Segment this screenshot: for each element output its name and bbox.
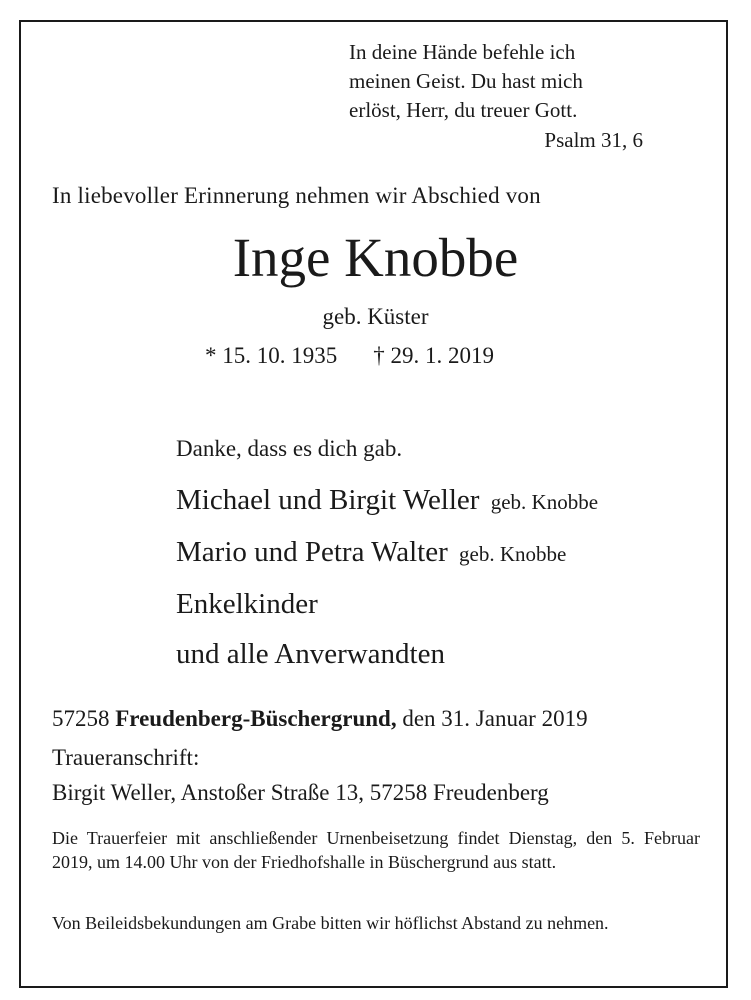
postcode: 57258 [52, 706, 110, 731]
life-dates [205, 341, 494, 371]
address-label: Traueranschrift: [52, 745, 200, 770]
bible-verse [349, 38, 583, 125]
mourner-name: und alle Anverwandten [176, 638, 445, 670]
death-date: † 29. 1. 2019 [373, 343, 494, 368]
bible-verse-source: Psalm 31, 6 [544, 128, 643, 152]
mourner-entry [176, 527, 598, 579]
mourner-entry [176, 579, 598, 629]
mourner-name: Mario und Petra Walter [176, 536, 448, 568]
birth-date: * 15. 10. 1935 [205, 343, 338, 368]
thanks-line: Danke, dass es dich gab. [176, 436, 403, 461]
deceased-name: Inge Knobbe [232, 227, 519, 288]
mourner-entry [176, 629, 598, 679]
mourner-name: Enkelkinder [176, 588, 318, 620]
mourners-block [176, 433, 598, 679]
mourner-nee: geb. Knobbe [490, 490, 599, 514]
bible-verse-line: meinen Geist. Du hast mich [349, 69, 583, 93]
condolence-notice: Von Beileidsbekundungen am Grabe bitten wir höflichst Abstand zu nehmen. [52, 913, 609, 933]
mourner-nee: geb. Knobbe [459, 542, 567, 566]
bible-verse-line: erlöst, Herr, du treuer Gott. [349, 98, 578, 122]
mourning-address: Birgit Weller, Anstoßer Straße 13, 57258 Freudenberg [52, 780, 549, 805]
mourner-entry [176, 475, 598, 527]
town: Freudenberg-Büschergrund, [115, 706, 397, 731]
intro-text: In liebevoller Erinnerung nehmen wir Abschied von [52, 183, 541, 208]
birth-name: geb. Küster [322, 304, 429, 329]
mourner-name: Michael und Birgit Weller [176, 484, 480, 516]
ceremony-notice: Die Trauerfeier mit anschließender Urnenbeisetzung findet Dienstag, den 5. Februar 2019, um 14.00 Uhr von der Friedhofshalle in Büschergrund aus statt. [52, 828, 700, 872]
place-date-line [52, 703, 588, 735]
notice-date: den 31. Januar 2019 [402, 706, 588, 731]
bible-verse-line: In deine Hände befehle ich [349, 40, 576, 64]
